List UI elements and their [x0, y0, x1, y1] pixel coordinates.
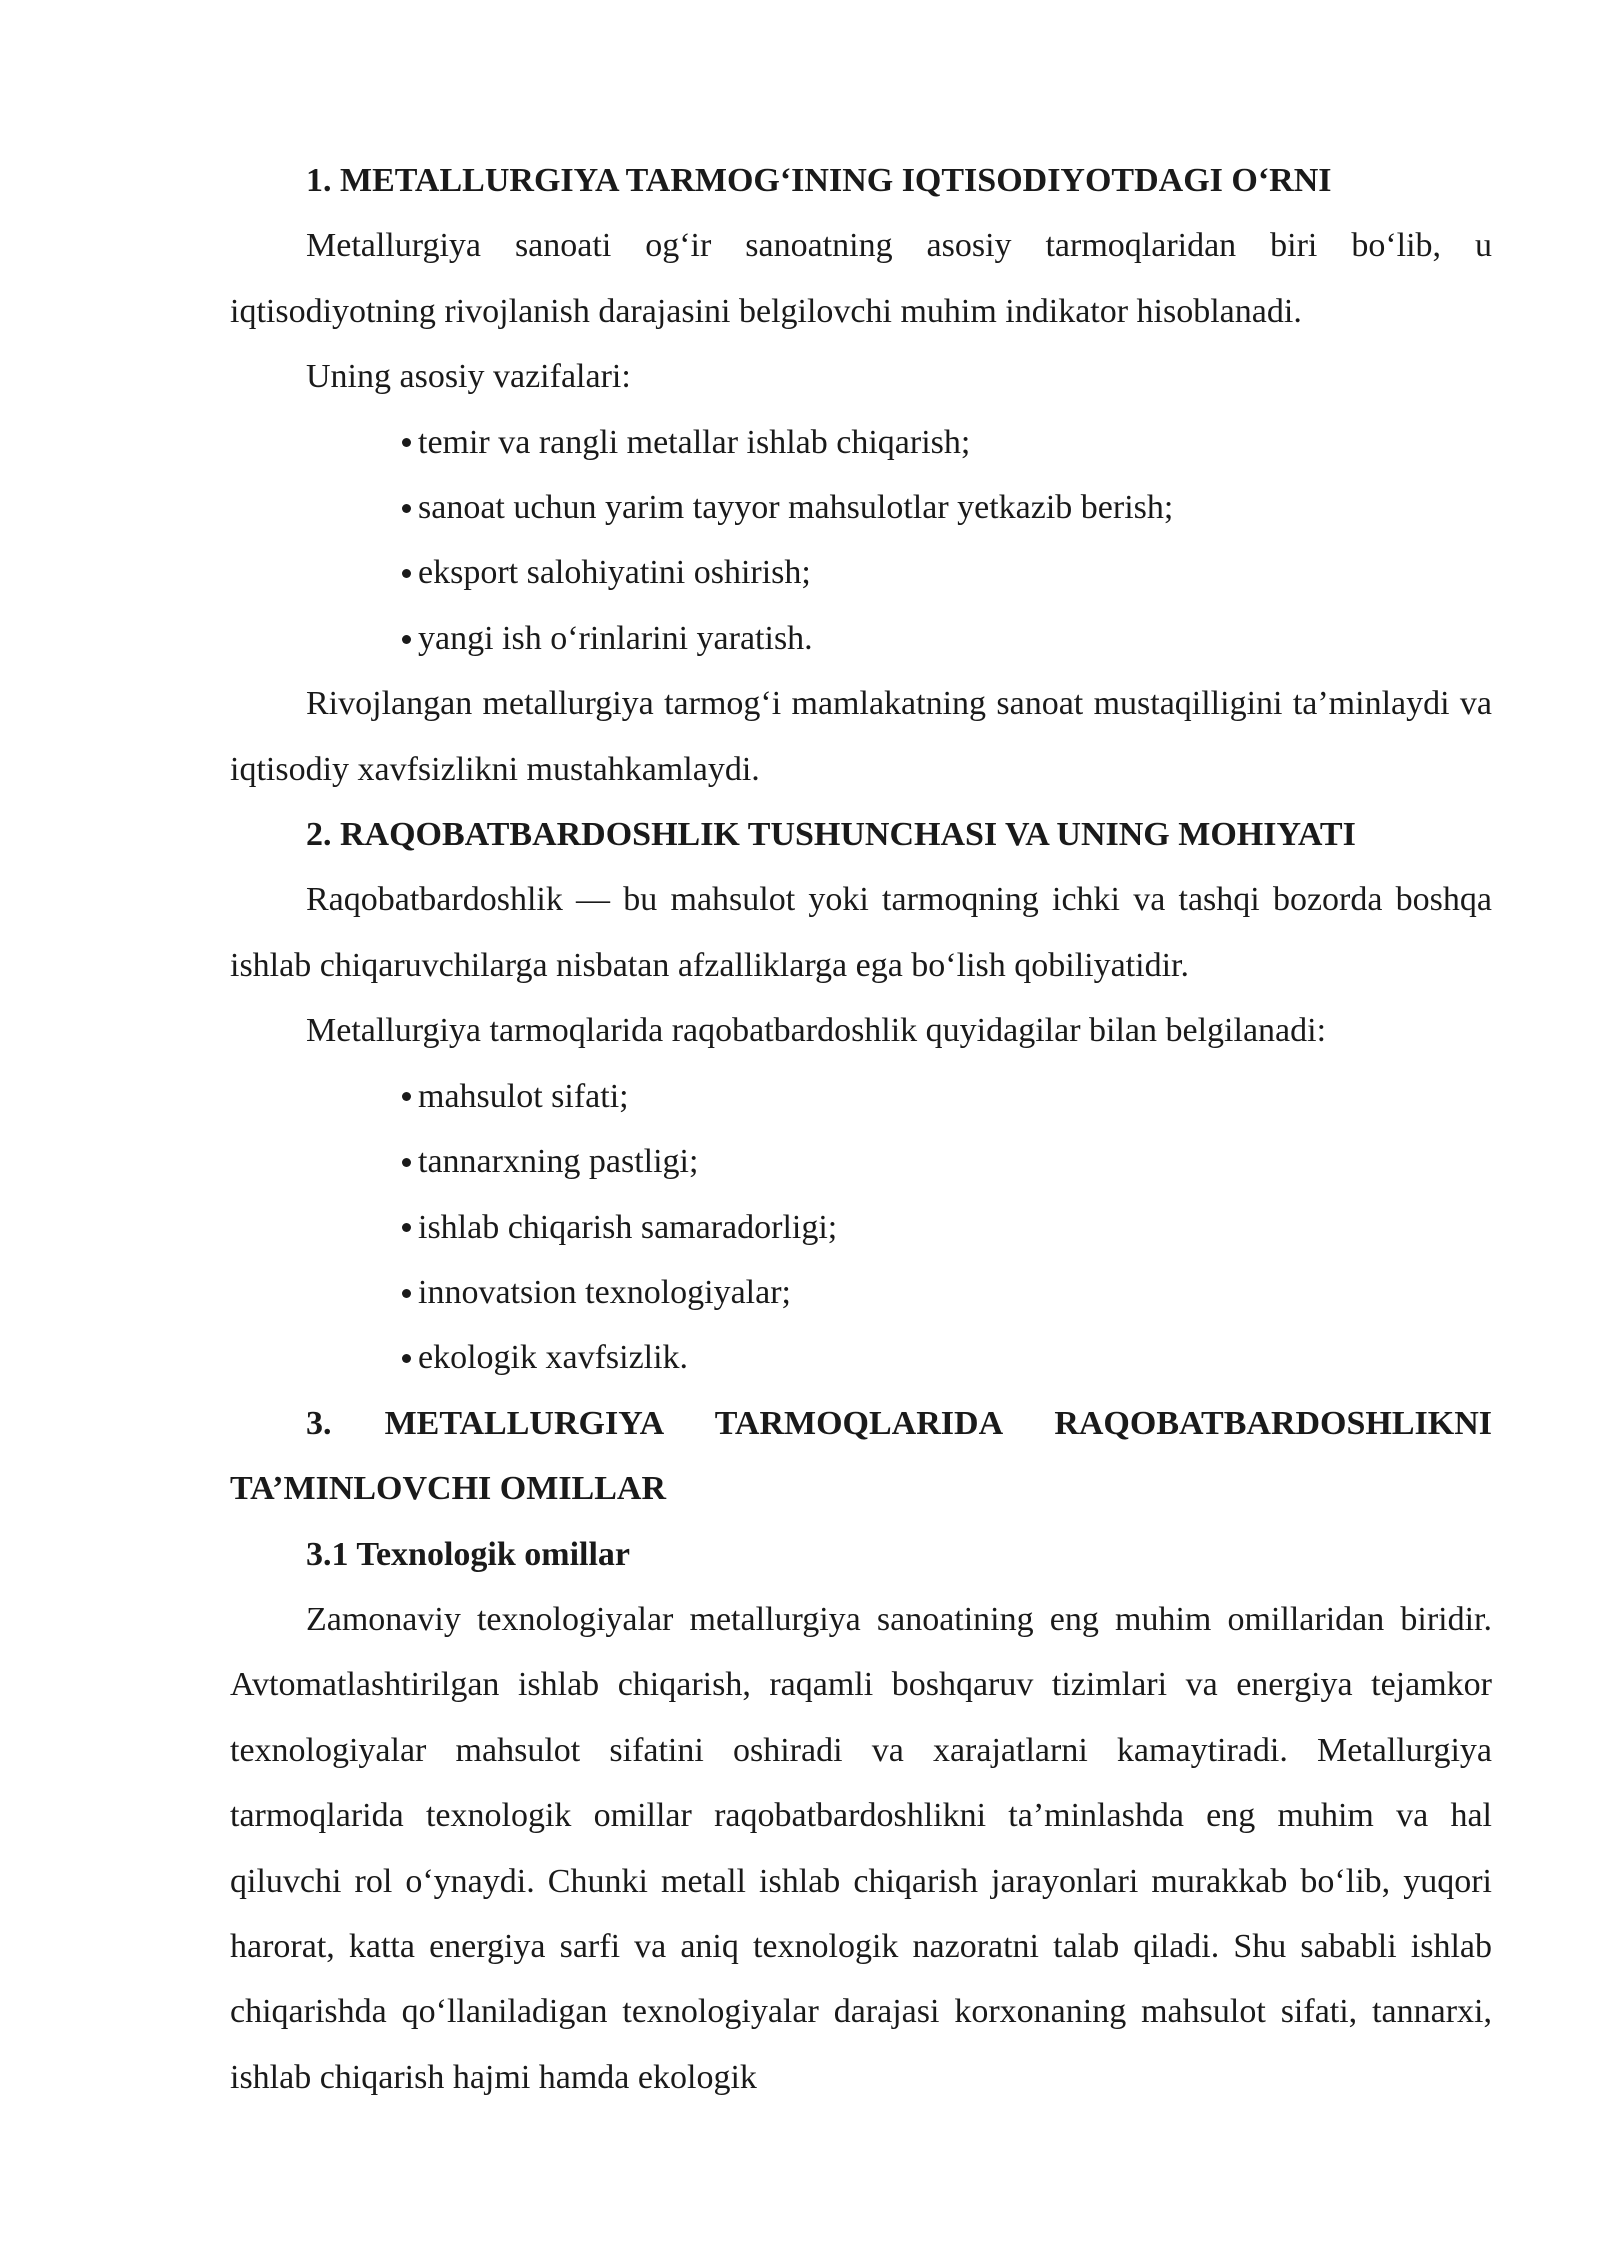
bullet-icon	[402, 635, 411, 644]
factors-list	[230, 1064, 1492, 1391]
section-2-factors-lead: Metallurgiya tarmoqlarida raqobatbardoshlik quyidagilar bilan belgilanadi:	[306, 1012, 1327, 1050]
list-item: innovatsion texnologiyalar;	[402, 1260, 1492, 1325]
section-3-1-subheading: 3.1 Texnologik omillar	[306, 1535, 630, 1573]
document-page	[230, 148, 1492, 2110]
section-1-tasks-lead: Uning asosiy vazifalari:	[306, 358, 631, 396]
bullet-icon	[402, 1354, 411, 1363]
bullet-icon	[402, 1158, 411, 1167]
bullet-icon	[402, 1092, 411, 1101]
list-item: yangi ish o‘rinlarini yaratish.	[402, 606, 1492, 671]
section-1-conclusion: Rivojlangan metallurgiya tarmog‘i mamlakatning sanoat mustaqilligini ta’minlaydi va iqtisodiy xavfsizlikni mustahkamlaydi.	[230, 685, 1492, 788]
section-3-heading: 3. METALLURGIYA TARMOQLARIDA RAQOBATBARDOSHLIKNI TA’MINLOVCHI OMILLAR	[230, 1404, 1492, 1508]
tasks-list	[230, 410, 1492, 672]
section-1-heading: 1. METALLURGIYA TARMOG‘INING IQTISODIYOTDAGI O‘RNI	[306, 162, 1332, 199]
list-item: ishlab chiqarish samaradorligi;	[402, 1195, 1492, 1260]
bullet-icon	[402, 504, 411, 513]
list-item: mahsulot sifati;	[402, 1064, 1492, 1129]
section-1-intro: Metallurgiya sanoati og‘ir sanoatning asosiy tarmoqlaridan biri bo‘lib, u iqtisodiyotning rivojlanish darajasini belgilovchi muhim indikator hisoblanadi.	[230, 227, 1492, 330]
section-2-heading: 2. RAQOBATBARDOSHLIK TUSHUNCHASI VA UNING MOHIYATI	[306, 816, 1356, 854]
section-3-1-body: Zamonaviy texnologiyalar metallurgiya sanoatining eng muhim omillaridan biridir. Avtomatlashtirilgan ishlab chiqarish, raqamli boshqaruv tizimlari va energiya tejamkor texnologiyalar mahsulot sifatini oshiradi va xarajatlarni kamaytiradi. Metallurgiya tarmoqlarida texnologik omillar raqobatbardoshlikni ta’minlashda eng muhim va hal qiluvchi rol o‘ynaydi. Chunki metall ishlab chiqarish jarayonlari murakkab bo‘lib, yuqori harorat, katta energiya sarfi va aniq texnologik nazoratni talab qiladi. Shu sababli ishlab chiqarishda qo‘llaniladigan texnologiyalar darajasi korxonaning mahsulot sifati, tannarxi, ishlab chiqarish hajmi hamda ekologik	[230, 1600, 1492, 2096]
list-item: tannarxning pastligi;	[402, 1129, 1492, 1194]
list-item: temir va rangli metallar ishlab chiqarish;	[402, 410, 1492, 475]
list-item: eksport salohiyatini oshirish;	[402, 540, 1492, 605]
list-item: ekologik xavfsizlik.	[402, 1325, 1492, 1390]
section-2-definition: Raqobatbardoshlik — bu mahsulot yoki tarmoqning ichki va tashqi bozorda boshqa ishlab chiqaruvchilarga nisbatan afzalliklarga ega bo‘lish qobiliyatidir.	[230, 881, 1492, 984]
bullet-icon	[402, 569, 411, 578]
bullet-icon	[402, 1289, 411, 1298]
list-item: sanoat uchun yarim tayyor mahsulotlar yetkazib berish;	[402, 475, 1492, 540]
bullet-icon	[402, 1223, 411, 1232]
bullet-icon	[402, 438, 411, 447]
